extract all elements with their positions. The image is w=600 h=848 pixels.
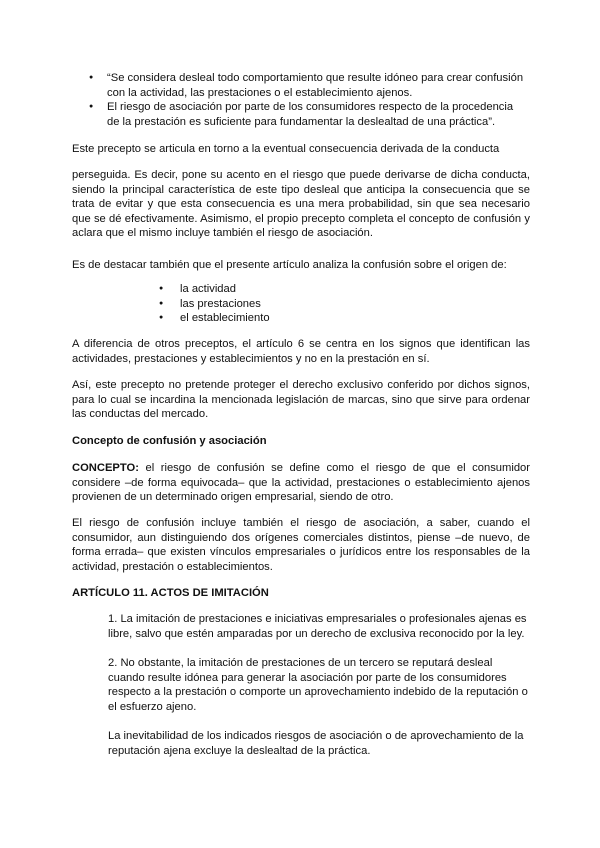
article-paragraph-3: La inevitabilidad de los indicados riesgos de asociación o de aprovechamiento de la reputación ajena excluye la deslealtad de la práctica. [108,730,524,757]
paragraph-diferencia: A diferencia de otros preceptos, el artículo 6 se centra en los signos que identifican las actividades, prestaciones y establecimientos y no en la prestación en sí. [72,338,530,365]
paragraph-concepto [72,461,530,505]
list-item: ● El riesgo de asociación por parte de los consumidores respecto de la procedencia de la prestación es suficiente para fundamentar la deslealtad de una práctica”. [107,100,527,129]
article-paragraph-1: 1. La imitación de prestaciones e iniciativas empresariales o profesionales ajenas es libre, salvo que estén amparadas por un derecho de exclusiva reconocido por la ley. [108,613,527,640]
list-item: ● las prestaciones [180,297,380,312]
concepto-text: el riesgo de confusión se define como el riesgo de que el consumidor considere –de forma equivocada– que la actividad, prestaciones o establecimiento ajenos provienen de un determinado origen empresarial, siendo de otro. [72,462,530,504]
paragraph-intro: Este precepto se articula en torno a la eventual consecuencia derivada de la conducta [72,143,500,155]
paragraph-perseguida: perseguida. Es decir, pone su acento en el riesgo que puede derivarse de dicha conducta, siendo la principal característica de este tipo desleal que anticipa la consecuencia que se trata de evitar y que esta consecuencia es una mera probabilidad, sin que sea necesario que se dé efectivamente. Asimismo, el propio precepto completa el concepto de confusión y aclara que el mismo incluye también el riesgo de asociación. [72,169,530,240]
list-item: ● “Se considera desleal todo comportamiento que resulte idóneo para crear confusión con la actividad, las prestaciones o el establecimiento ajenos. [107,71,527,100]
article-paragraph-2: 2. No obstante, la imitación de prestaciones de un tercero se reputará desleal cuando resulte idónea para generar la asociación por parte de los consumidores respecto a la prestación o comporte un aprovechamiento indebido de la reputación o el esfuerzo ajeno. [108,657,528,713]
paragraph-riesgo: El riesgo de confusión incluye también el riesgo de asociación, a saber, cuando el consumidor, aun distinguiendo dos orígenes comerciales distintos, piense –de nuevo, de forma errada– que existen vínculos empresariales o jurídicos entre los responsables de la actividad, prestación o establecimientos. [72,517,530,573]
concepto-label: CONCEPTO: [72,462,139,474]
quote-bullet-list [107,71,527,129]
list-item: ● el establecimiento [180,311,380,326]
origin-bullet-list [180,282,380,326]
paragraph-asi: Así, este precepto no pretende proteger el derecho exclusivo conferido por dichos signos, para lo cual se incardina la mencionada legislación de marcas, sino que sirve para ordenar las conductas del mercado. [72,379,530,421]
list-item: ● la actividad [180,282,380,297]
paragraph-destacar: Es de destacar también que el presente artículo analiza la confusión sobre el origen de: [72,259,507,271]
section-heading-articulo: ARTÍCULO 11. ACTOS DE IMITACIÓN [72,587,269,599]
section-heading-concepto: Concepto de confusión y asociación [72,435,267,447]
